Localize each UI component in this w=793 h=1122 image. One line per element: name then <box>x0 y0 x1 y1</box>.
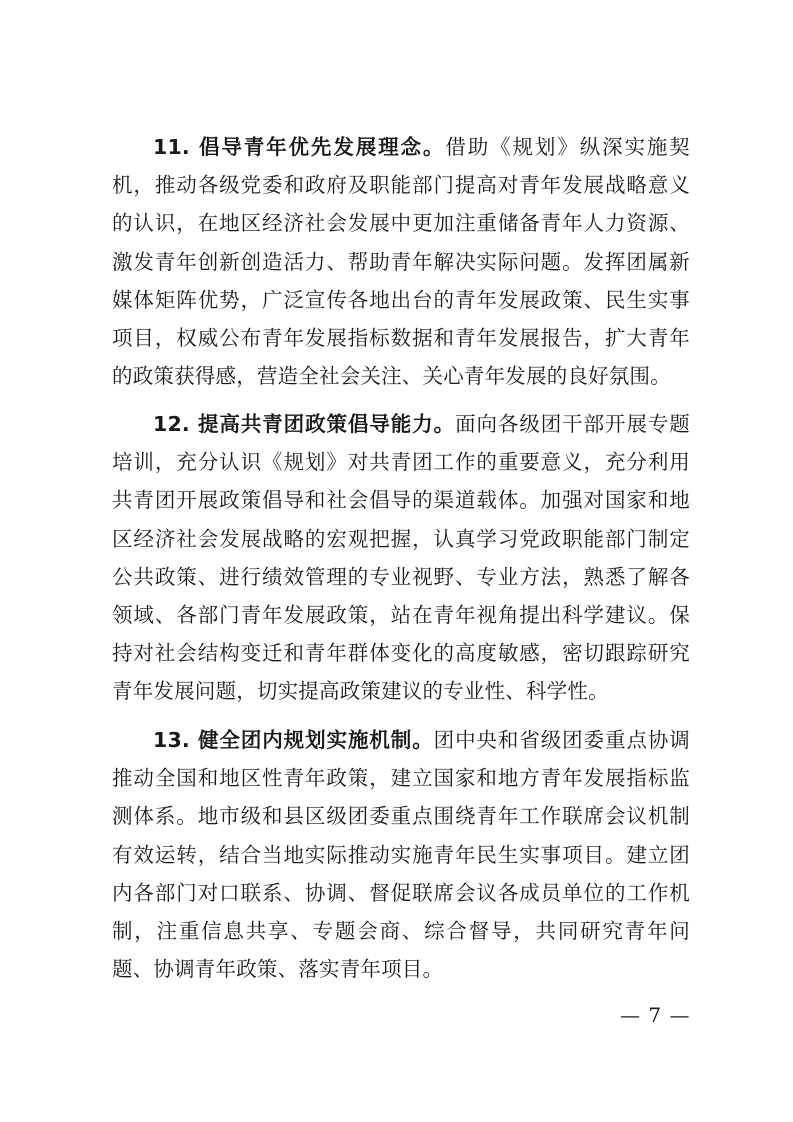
paragraph-12 <box>112 405 690 711</box>
paragraph-11-body: 借助《规划》纵深实施契机，推动各级党委和政府及职能部门提高对青年发展战略意义的认识，在地区经济社会发展中更加注重储备青年人力资源、激发青年创新创造活力、帮助青年解决实际问题。发挥团属新媒体矩阵优势，广泛宣传各地出台的青年发展政策、民生实事项目，权威公布青年发展指标数据和青年发展报告，扩大青年的政策获得感，营造全社会关注、关心青年发展的良好氛围。 <box>112 135 691 389</box>
paragraph-11-heading: 11. 倡导青年优先发展理念。 <box>153 135 446 159</box>
paragraph-12-heading: 12. 提高共青团政策倡导能力。 <box>153 412 456 436</box>
paragraph-13-body: 团中央和省级团委重点协调推动全国和地区性青年政策，建立国家和地方青年发展指标监测体系。地市级和县区级团委重点围绕青年工作联席会议机制有效运转，结合当地实际推动实施青年民生实事项目。建立团内各部门对口联系、协调、督促联席会议各成员单位的工作机制，注重信息共享、专题会商、综合督导，共同研究青年问题、协调青年政策、落实青年项目。 <box>112 728 690 982</box>
paragraph-11 <box>112 128 690 395</box>
page-number: — 7 — <box>620 1003 691 1027</box>
paragraph-13-heading: 13. 健全团内规划实施机制。 <box>153 728 434 752</box>
paragraph-12-body: 面向各级团干部开展专题培训，充分认识《规划》对共青团工作的重要意义，充分利用共青团开展政策倡导和社会倡导的渠道载体。加强对国家和地区经济社会发展战略的宏观把握，认真学习党政职能部门制定公共政策、进行绩效管理的专业视野、专业方法，熟悉了解各领域、各部门青年发展政策，站在青年视角提出科学建议。保持对社会结构变迁和青年群体变化的高度敏感，密切跟踪研究青年发展问题，切实提高政策建议的专业性、科学性。 <box>112 412 690 704</box>
paragraph-13 <box>112 721 690 988</box>
